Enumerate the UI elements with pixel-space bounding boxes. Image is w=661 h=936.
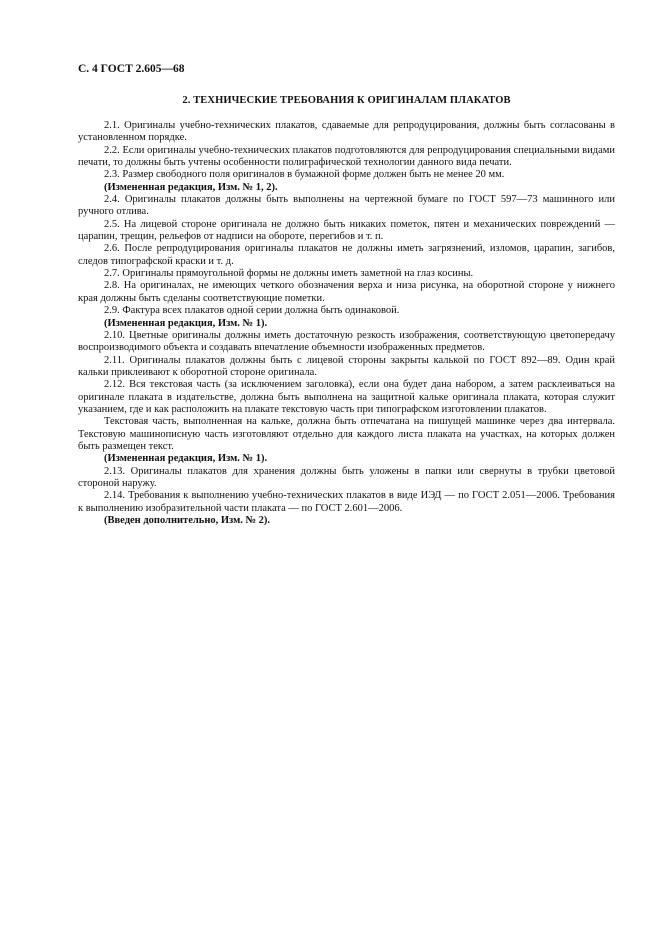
amendment-note: (Измененная редакция, Изм. № 1). (104, 317, 268, 329)
paragraph-2-3: 2.3. Размер свободного поля оригиналов в бумажной форме должен быть не менее 20 мм. (104, 169, 505, 181)
document-body (78, 120, 615, 527)
paragraph-2-8: 2.8. На оригиналах, не имеющих четкого обозначения верха и низа рисунка, на оборотной стороне у нижнего края должны быть сделаны соответствующие пометки. (78, 280, 615, 304)
paragraph-2-1: 2.1. Оригиналы учебно-технических плакатов, сдаваемые для репродуцирования, должны быть согласованы в установленном порядке. (78, 120, 615, 144)
paragraph-2-6: 2.6. После репродуцирования оригиналы плакатов не должны иметь загрязнений, изломов, царапин, загибов, следов типографской краски и т. д. (78, 243, 615, 267)
paragraph-2-13: 2.13. Оригиналы плакатов для хранения должны быть уложены в папки или свернуты в трубки цветовой стороной наружу. (78, 465, 615, 489)
addition-note: (Введен дополнительно, Изм. № 2). (104, 515, 271, 526)
paragraph-2-12-continued: Текстовая часть, выполненная на кальке, должна быть отпечатана на пишущей машинке через два интервала. Текстовую машинописную часть изготовляют отдельно для каждого листа плаката на участках, на которых должен быть размещен текст. (78, 416, 615, 452)
paragraph-2-10: 2.10. Цветные оригиналы должны иметь достаточную резкость изображения, соответствующую цветопередачу воспроизводимого объекта и создавать впечатление объемности изображенных предметов. (78, 329, 615, 354)
amendment-note: (Измененная редакция, Изм. № 1). (104, 453, 268, 465)
page-header: С. 4 ГОСТ 2.605—68 (78, 63, 185, 75)
section-title: 2. ТЕХНИЧЕСКИЕ ТРЕБОВАНИЯ К ОРИГИНАЛАМ ПЛАКАТОВ (182, 95, 511, 106)
paragraph-2-5: 2.5. На лицевой стороне оригинала не должно быть никаких пометок, пятен и механических повреждений — царапин, трещин, рельефов от надписи на обороте, перегибов и т. п. (78, 218, 615, 243)
paragraph-2-7: 2.7. Оригиналы прямоугольной формы не должны иметь заметной на глаз косины. (104, 268, 474, 280)
paragraph-2-9: 2.9. Фактура всех плакатов одной серии должна быть одинаковой. (104, 305, 400, 317)
paragraph-2-12: 2.12. Вся текстовая часть (за исключением заголовка), если она будет дана набором, а затем расклеиваться на оригинале плаката в издательстве, должна быть выполнена на защитной кальке оригинала плаката, которая служит указанием, где и как расположить на плакате текстовую часть при типографском изготовлении плакатов. (78, 379, 615, 415)
paragraph-2-4: 2.4. Оригиналы плакатов должны быть выполнены на чертежной бумаге по ГОСТ 597—73 машинного или ручного отлива. (78, 194, 615, 218)
amendment-note: (Измененная редакция, Изм. № 1, 2). (104, 181, 278, 193)
paragraph-2-2: 2.2. Если оригиналы учебно-технических плакатов подготовляются для репродуцирования специальными видами печати, то должны быть учтены особенности полиграфической технологии данного вида печати. (78, 144, 615, 169)
paragraph-2-14: 2.14. Требования к выполнению учебно-технических плакатов в виде ИЭД — по ГОСТ 2.051—2006. Требования к выполнению изобразительной части плаката — по ГОСТ 2.601—2006. (78, 490, 615, 514)
paragraph-2-11: 2.11. Оригиналы плакатов должны быть с лицевой стороны закрыты калькой по ГОСТ 892—89. Один край кальки приклеивают к оборотной стороне оригинала. (78, 354, 615, 378)
